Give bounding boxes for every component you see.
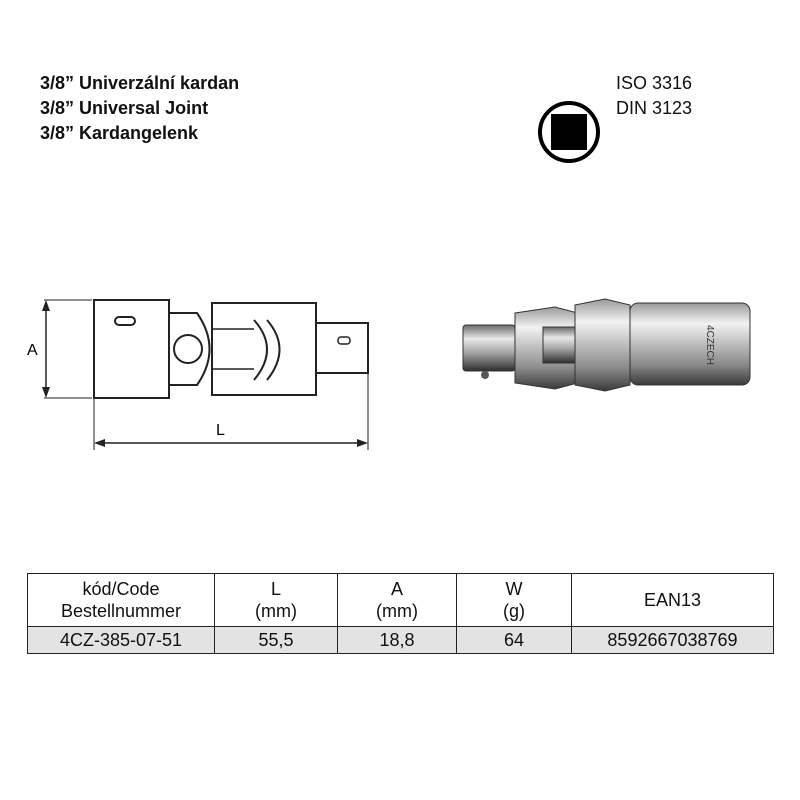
dimension-l-label: L (216, 422, 225, 439)
header-ean: EAN13 (572, 574, 774, 627)
cell-a: 18,8 (338, 627, 457, 654)
table-row (28, 627, 774, 654)
header-weight: W (g) (457, 574, 572, 627)
spec-table (27, 573, 774, 654)
title-german: 3/8” Kardangelenk (40, 123, 199, 143)
standard-iso: ISO 3316 (616, 73, 693, 93)
title-english: 3/8” Universal Joint (40, 98, 209, 118)
product-photo (455, 285, 775, 405)
standards-list (616, 71, 692, 121)
header-code: kód/Code Bestellnummer (28, 574, 215, 627)
square-drive-icon (537, 100, 601, 164)
cell-weight: 64 (457, 627, 572, 654)
cell-code: 4CZ-385-07-51 (28, 627, 215, 654)
dimension-a-label: A (27, 342, 38, 359)
svg-text:4CZECH: 4CZECH (704, 325, 715, 366)
header-a: A (mm) (338, 574, 457, 627)
table-header-row (28, 574, 774, 627)
header-length: L (mm) (215, 574, 338, 627)
standard-din: DIN 3123 (616, 98, 693, 118)
product-titles (40, 71, 239, 146)
cell-length: 55,5 (215, 627, 338, 654)
cell-ean: 8592667038769 (572, 627, 774, 654)
technical-drawing (22, 285, 382, 470)
title-czech: 3/8” Univerzální kardan (40, 73, 240, 93)
